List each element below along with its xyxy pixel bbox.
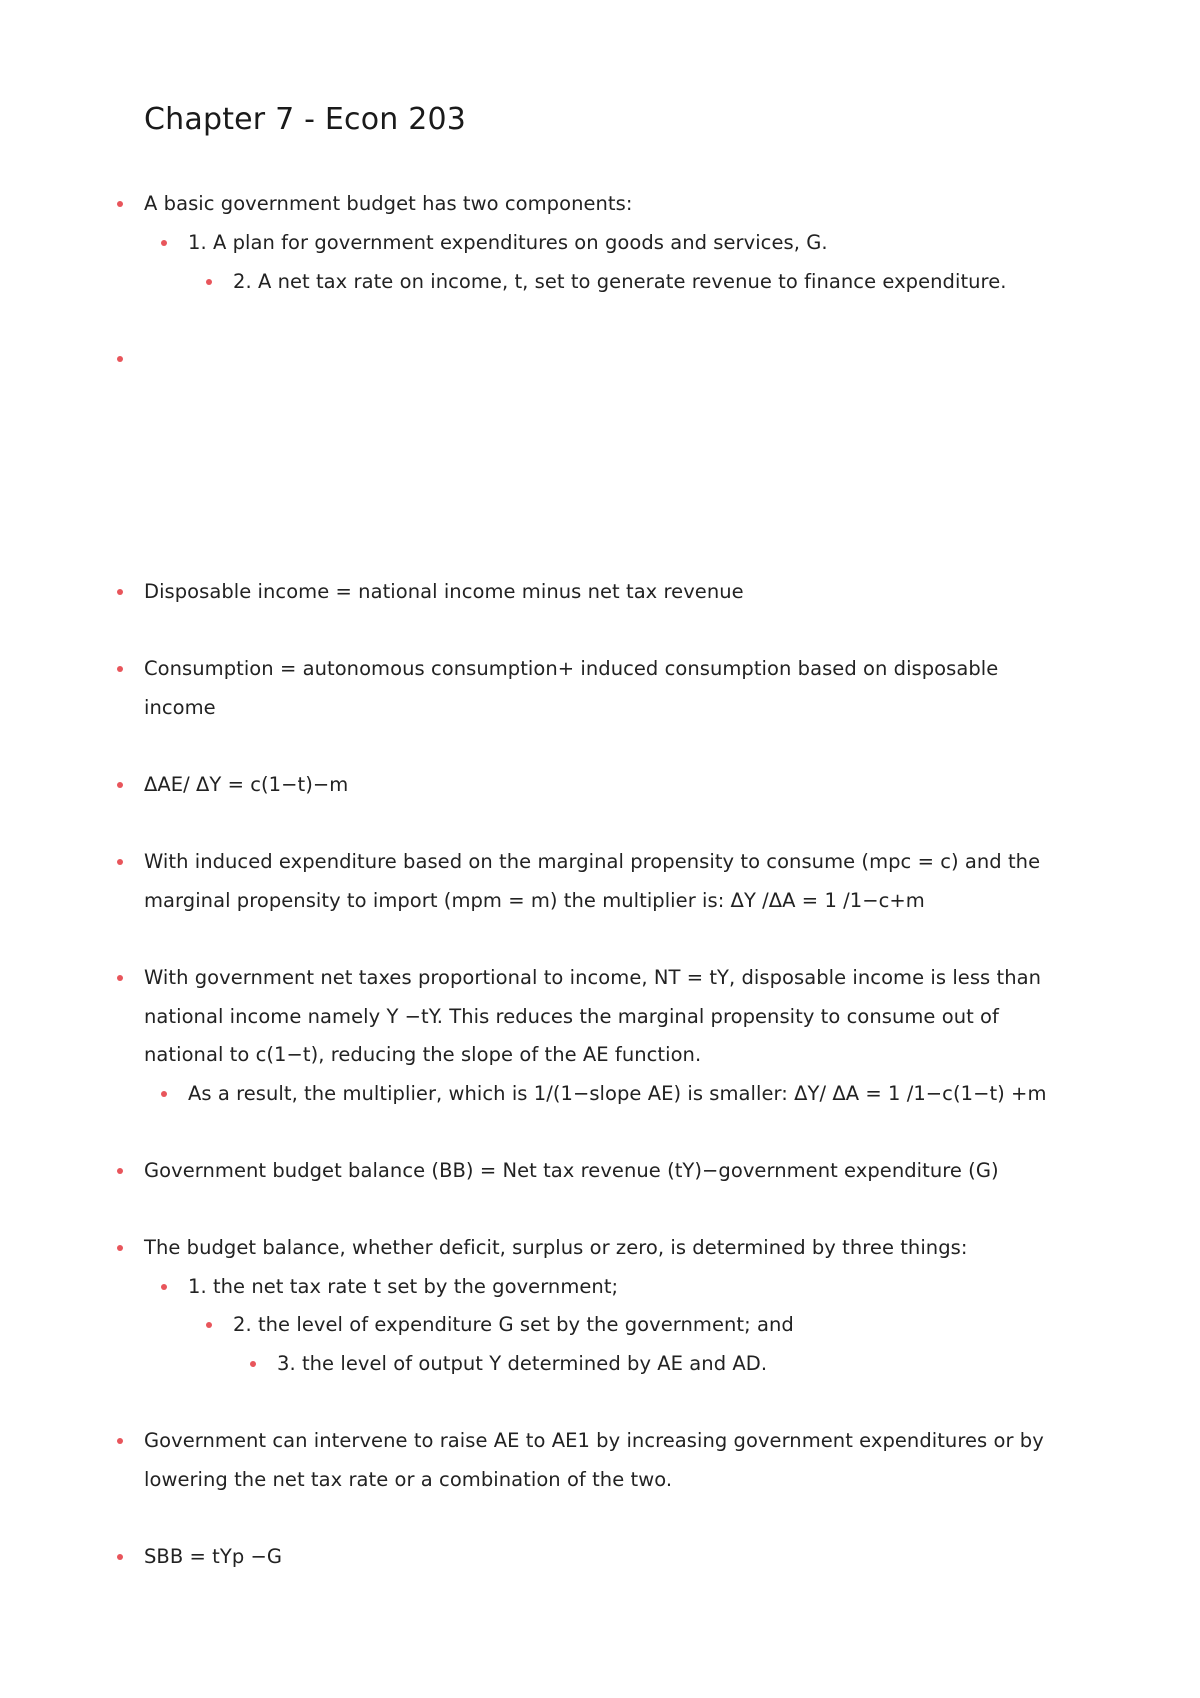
list-item-text: Disposable income = national income minus net tax revenue bbox=[144, 580, 744, 603]
list-item-text: 3. the level of output Y determined by AE and AD. bbox=[277, 1352, 768, 1375]
bullet-icon bbox=[117, 666, 123, 672]
list-item-text: As a result, the multiplier, which is 1/(1−slope AE) is smaller: ΔY/ ΔA = 1 /1−c(1−t) +m bbox=[188, 1082, 1047, 1105]
list-item bbox=[188, 1268, 1108, 1307]
bullet-icon bbox=[161, 240, 167, 246]
list-item bbox=[144, 843, 1059, 920]
list-item bbox=[188, 224, 1108, 263]
list-item-text: With government net taxes proportional to income, NT = tY, disposable income is less than national income namely Y −tY. This reduces the marginal propensity to consume out of national to c(1−t), reducing the slope of the AE function. bbox=[144, 966, 1042, 1066]
list-item bbox=[144, 1422, 1059, 1499]
bullet-icon bbox=[117, 589, 123, 595]
list-item-text: The budget balance, whether deficit, surplus or zero, is determined by three things: bbox=[144, 1236, 968, 1259]
list-item-text: SBB = tYp −G bbox=[144, 1545, 283, 1568]
bullet-icon bbox=[117, 975, 123, 981]
list-item bbox=[233, 1306, 1153, 1345]
bullet-icon bbox=[117, 1245, 123, 1251]
list-item bbox=[144, 1229, 1064, 1268]
bullet-icon bbox=[161, 1284, 167, 1290]
page-title: Chapter 7 - Econ 203 bbox=[144, 102, 467, 137]
list-item bbox=[144, 959, 1064, 1075]
bullet-icon bbox=[250, 1361, 256, 1367]
list-item-text: 1. the net tax rate t set by the government; bbox=[188, 1275, 619, 1298]
list-item-text: With induced expenditure based on the marginal propensity to consume (mpc = c) and the marginal propensity to import (mpm = m) the multiplier is: ΔY /ΔA = 1 /1−c+m bbox=[144, 850, 1041, 912]
list-item bbox=[277, 1345, 1197, 1384]
list-item-text: Consumption = autonomous consumption+ induced consumption based on disposable income bbox=[144, 657, 999, 719]
bullet-icon bbox=[117, 1554, 123, 1560]
list-item-text: 2. the level of expenditure G set by the government; and bbox=[233, 1313, 794, 1336]
bullet-icon bbox=[206, 1322, 212, 1328]
list-item-text: ΔAE/ ΔY = c(1−t)−m bbox=[144, 773, 349, 796]
bullet-icon bbox=[117, 356, 123, 362]
list-item bbox=[144, 766, 1064, 805]
list-item bbox=[144, 650, 1044, 727]
list-item bbox=[144, 573, 1064, 612]
list-item bbox=[144, 1538, 1064, 1577]
list-item bbox=[144, 185, 1064, 224]
list-item-text: 2. A net tax rate on income, t, set to generate revenue to finance expenditure. bbox=[233, 270, 1007, 293]
bullet-icon bbox=[117, 201, 123, 207]
list-item-text: Government budget balance (BB) = Net tax revenue (tY)−government expenditure (G) bbox=[144, 1159, 999, 1182]
bullet-icon bbox=[161, 1091, 167, 1097]
bullet-icon bbox=[117, 1438, 123, 1444]
list-item bbox=[144, 1152, 1064, 1191]
bullet-icon bbox=[117, 859, 123, 865]
bullet-icon bbox=[117, 1168, 123, 1174]
list-item-text: 1. A plan for government expenditures on goods and services, G. bbox=[188, 231, 828, 254]
list-item-text: A basic government budget has two components: bbox=[144, 192, 633, 215]
bullet-icon bbox=[206, 279, 212, 285]
list-item bbox=[233, 263, 1153, 302]
list-item bbox=[188, 1075, 1108, 1114]
list-item-text: Government can intervene to raise AE to AE1 by increasing government expenditures or by lowering the net tax rate or a combination of the two. bbox=[144, 1429, 1044, 1491]
bullet-icon bbox=[117, 782, 123, 788]
